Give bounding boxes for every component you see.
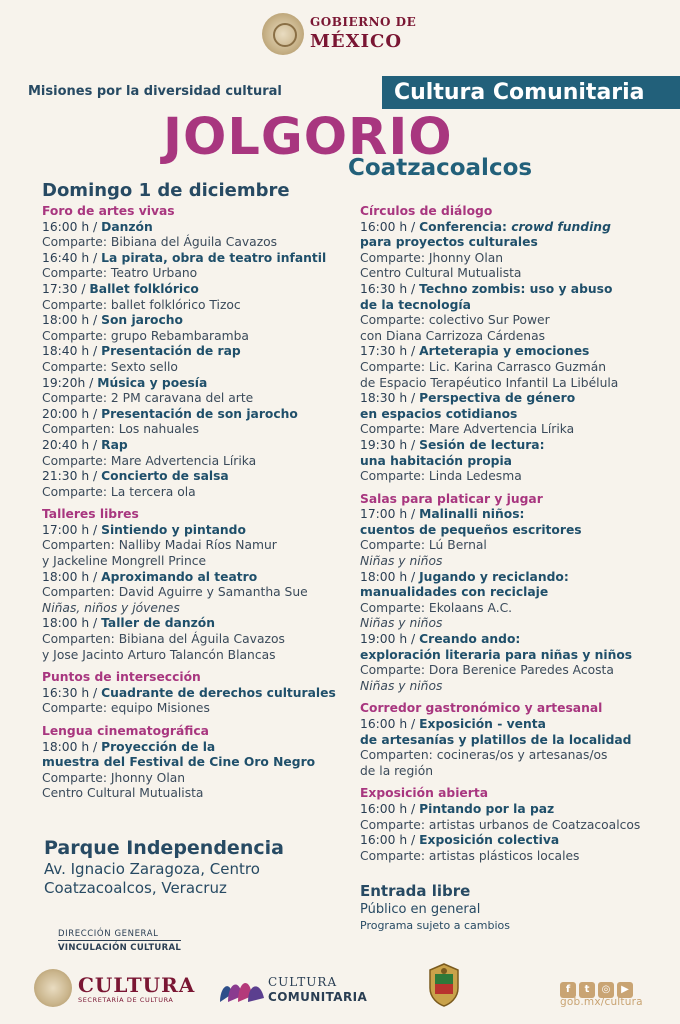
- vinculacion-cultural-label: VINCULACIÓN CULTURAL: [58, 940, 181, 953]
- event-time: 21:30 h /: [42, 469, 102, 484]
- event-title-continuation: [42, 755, 347, 771]
- schedule-entry: [360, 438, 660, 454]
- event-title: Sintiendo y pintando: [101, 522, 246, 537]
- event-title: en espacios cotidianos: [360, 406, 518, 421]
- cultura-comunitaria-banner: Cultura Comunitaria: [382, 76, 680, 109]
- event-time: 18:40 h /: [42, 344, 102, 359]
- event-title: cuentos de pequeños escritores: [360, 522, 582, 537]
- presenter-text: Comparte: Ekolaans A.C.: [360, 600, 513, 615]
- section-heading: Puntos de intersección: [42, 670, 201, 685]
- event-title: Techno zombis: uso y abuso: [419, 281, 613, 296]
- schedule-entry: [42, 523, 347, 539]
- event-title: Rap: [101, 437, 128, 452]
- presenter-text: Comparte: 2 PM caravana del arte: [42, 391, 254, 406]
- presenter-text: Comparte: ballet folklórico Tizoc: [42, 297, 241, 312]
- event-time: 16:00 h /: [42, 219, 102, 234]
- schedule-entry: [42, 570, 347, 586]
- presenter-text: de la región: [360, 763, 434, 778]
- presenter-line: [360, 376, 660, 392]
- event-title: Conferencia:: [419, 219, 512, 234]
- city-title: Coatzacoalcos: [348, 155, 533, 181]
- event-title-continuation: [360, 523, 660, 539]
- gobierno-label: GOBIERNO DE: [310, 15, 417, 29]
- schedule-entry: [42, 438, 347, 454]
- event-time: 19:20h /: [42, 375, 98, 390]
- schedule-entry: [360, 282, 660, 298]
- event-time: 16:00 h /: [360, 219, 420, 234]
- presenter-line: [42, 298, 347, 314]
- event-title-italic: crowd funding: [511, 219, 611, 234]
- presenter-text: Comparte: Lú Bernal: [360, 538, 487, 553]
- schedule-entry: [42, 344, 347, 360]
- event-title: La pirata, obra de teatro infantil: [101, 250, 327, 265]
- event-title: Pintando por la paz: [419, 801, 555, 816]
- event-title: Presentación de son jarocho: [101, 406, 298, 421]
- audience-text: Niñas, niños y jóvenes: [42, 600, 180, 615]
- event-title: Sesión de lectura:: [419, 437, 545, 452]
- cultura-comunitaria-line2: COMUNITARIA: [268, 990, 368, 1004]
- event-title-continuation: [360, 454, 660, 470]
- presenter-text: Comparten: Nalliby Madai Ríos Namur: [42, 538, 277, 553]
- presenter-line: [360, 251, 660, 267]
- presenter-line: [360, 469, 660, 485]
- presenter-line: [360, 313, 660, 329]
- facebook-icon[interactable]: f: [560, 982, 576, 998]
- schedule-entry: [42, 686, 347, 702]
- section-heading: Corredor gastronómico y artesanal: [360, 701, 603, 716]
- cultura-comunitaria-line1: CULTURA: [268, 975, 338, 989]
- event-title: Arteterapia y emociones: [419, 344, 590, 359]
- event-time: 20:40 h /: [42, 437, 102, 452]
- event-title: Ballet folklórico: [89, 281, 199, 296]
- event-title: manualidades con reciclaje: [360, 585, 549, 600]
- mexico-label: MÉXICO: [310, 31, 403, 52]
- presenter-line: [360, 601, 660, 617]
- schedule-entry: [360, 507, 660, 523]
- cultura-comunitaria-logo-icon: [218, 974, 266, 1004]
- audience-note: [42, 601, 347, 617]
- event-title: Exposición colectiva: [419, 833, 560, 848]
- presenter-text: Comparte: Bibiana del Águila Cavazos: [42, 235, 278, 250]
- event-title: para proyectos culturales: [360, 235, 538, 250]
- event-title: JOLGORIO: [163, 108, 453, 167]
- presenter-text: Comparte: artistas urbanos de Coatzacoalcos: [360, 817, 641, 832]
- schedule-entry: [360, 717, 660, 733]
- admission-title: Entrada libre: [360, 882, 471, 900]
- event-time: 18:00 h /: [42, 569, 102, 584]
- presenter-line: [42, 391, 347, 407]
- presenter-line: [42, 266, 347, 282]
- presenter-line: [360, 538, 660, 554]
- presenter-text: Comparte: grupo Rebambaramba: [42, 328, 249, 343]
- schedule-entry: [42, 282, 347, 298]
- event-title: Creando ando:: [419, 632, 521, 647]
- presenter-text: Comparte: equipo Misiones: [42, 701, 210, 716]
- event-title: Cuadrante de derechos culturales: [101, 685, 336, 700]
- venue-address-line2: Coatzacoalcos, Veracruz: [44, 879, 227, 897]
- schedule-entry: [42, 740, 347, 756]
- schedule-entry: [42, 313, 347, 329]
- event-time: 19:00 h /: [360, 632, 420, 647]
- event-title: Son jarocho: [101, 313, 183, 328]
- subtitle: Misiones por la diversidad cultural: [28, 84, 282, 99]
- venue-address-line1: Av. Ignacio Zaragoza, Centro: [44, 860, 260, 878]
- event-time: 18:00 h /: [42, 616, 102, 631]
- event-title: Aproximando al teatro: [101, 569, 258, 584]
- schedule-entry: [360, 344, 660, 360]
- event-title-continuation: [360, 298, 660, 314]
- presenter-text: Comparte: La tercera ola: [42, 484, 196, 499]
- event-time: 18:30 h /: [360, 391, 420, 406]
- presenter-text: y Jackeline Mongrell Prince: [42, 554, 207, 569]
- event-title: Perspectiva de género: [419, 391, 576, 406]
- presenter-text: Comparte: Jhonny Olan: [42, 770, 186, 785]
- schedule-entry: [360, 802, 660, 818]
- section-heading: Talleres libres: [42, 507, 139, 522]
- event-title: Música y poesía: [97, 375, 208, 390]
- presenter-text: Comparten: Los nahuales: [42, 422, 200, 437]
- event-title: exploración literaria para niñas y niños: [360, 647, 633, 662]
- presenter-text: Comparte: Mare Advertencia Lírika: [42, 453, 257, 468]
- presenter-text: de Espacio Terapéutico Infantil La Libélula: [360, 375, 619, 390]
- presenter-line: [42, 329, 347, 345]
- event-title-continuation: [360, 407, 660, 423]
- presenter-line: [360, 360, 660, 376]
- presenter-line: [42, 538, 347, 554]
- presenter-text: Comparte: Jhonny Olan: [360, 250, 504, 265]
- event-title: de la tecnología: [360, 297, 471, 312]
- cultura-emblem-icon: [34, 969, 72, 1007]
- event-title-continuation: [360, 733, 660, 749]
- event-time: 16:30 h /: [360, 281, 420, 296]
- presenter-line: [360, 266, 660, 282]
- event-title: Jugando y reciclando:: [419, 569, 569, 584]
- event-title: Exposición - venta: [419, 717, 546, 731]
- cultura-logo-text: CULTURA: [78, 973, 196, 997]
- presenter-line: [42, 454, 347, 470]
- veracruz-shield-icon: [424, 962, 464, 1008]
- event-time: 19:30 h /: [360, 437, 420, 452]
- event-time: 16:30 h /: [42, 685, 102, 700]
- admission-note: Programa sujeto a cambios: [360, 919, 510, 932]
- presenter-text: Comparte: artistas plásticos locales: [360, 848, 580, 863]
- event-title: Concierto de salsa: [101, 469, 229, 484]
- event-time: 16:00 h /: [360, 833, 420, 848]
- direccion-general-label: DIRECCIÓN GENERAL: [58, 929, 159, 939]
- section-heading: Círculos de diálogo: [360, 204, 493, 218]
- section-heading: Exposición abierta: [360, 786, 489, 801]
- presenter-line: [360, 422, 660, 438]
- presenter-text: Comparte: Mare Advertencia Lírika: [360, 422, 575, 437]
- event-title: Malinalli niños:: [419, 507, 525, 522]
- presenter-text: Comparten: cocineras/os y artesanas/os: [360, 748, 608, 763]
- presenter-line: [42, 235, 347, 251]
- section-heading: Lengua cinematográfica: [42, 724, 209, 738]
- presenter-text: y Jose Jacinto Arturo Talancón Blancas: [42, 647, 276, 662]
- program-left-column: [42, 204, 347, 802]
- presenter-text: Comparte: Dora Berenice Paredes Acosta: [360, 663, 614, 678]
- event-time: 18:00 h /: [42, 313, 102, 328]
- presenter-line: [360, 748, 660, 764]
- event-title: muestra del Festival de Cine Oro Negro: [42, 755, 316, 770]
- event-title: una habitación propia: [360, 453, 512, 468]
- event-title: Proyección de la: [101, 739, 216, 754]
- presenter-line: [42, 648, 347, 664]
- schedule-entry: [42, 616, 347, 632]
- presenter-line: [42, 585, 347, 601]
- event-time: 17:00 h /: [360, 507, 420, 522]
- event-title: de artesanías y platillos de la localidad: [360, 732, 632, 747]
- event-date: Domingo 1 de diciembre: [42, 180, 290, 201]
- event-title-continuation: [360, 648, 660, 664]
- presenter-text: Comparte: Lic. Karina Carrasco Guzmán: [360, 359, 607, 374]
- schedule-entry: [42, 376, 347, 392]
- event-title: Danzón: [101, 219, 153, 234]
- twitter-icon[interactable]: t: [579, 982, 595, 998]
- admission-audience: Público en general: [360, 902, 481, 917]
- secretaria-cultura-label: SECRETARÍA DE CULTURA: [78, 996, 174, 1004]
- presenter-line: [360, 764, 660, 780]
- presenter-line: [42, 632, 347, 648]
- audience-text: Niñas y niños: [360, 554, 443, 569]
- event-title: Taller de danzón: [101, 616, 215, 631]
- event-title-continuation: [360, 235, 660, 251]
- youtube-icon[interactable]: ▶: [617, 982, 633, 998]
- schedule-entry: [42, 220, 347, 236]
- schedule-entry: [42, 407, 347, 423]
- schedule-entry: [360, 632, 660, 648]
- presenter-line: [42, 771, 347, 787]
- presenter-line: [360, 663, 660, 679]
- presenter-line: [42, 422, 347, 438]
- section-heading: Foro de artes vivas: [42, 204, 175, 218]
- program-right-column: [360, 204, 660, 864]
- presenter-line: [360, 329, 660, 345]
- section-heading: Salas para platicar y jugar: [360, 491, 543, 506]
- schedule-entry: [360, 391, 660, 407]
- presenter-text: Centro Cultural Mutualista: [42, 786, 204, 801]
- presenter-text: Comparte: Sexto sello: [42, 359, 178, 374]
- presenter-line: [360, 818, 660, 834]
- presenter-line: [42, 701, 347, 717]
- social-icons: [560, 977, 636, 998]
- presenter-text: Comparte: Teatro Urbano: [42, 266, 198, 281]
- schedule-entry: [360, 220, 660, 236]
- presenter-text: Comparte: Linda Ledesma: [360, 469, 522, 484]
- presenter-text: Comparten: Bibiana del Águila Cavazos: [42, 632, 285, 647]
- presenter-text: Comparten: David Aguirre y Samantha Sue: [42, 585, 308, 600]
- event-time: 16:00 h /: [360, 801, 420, 816]
- schedule-entry: [42, 469, 347, 485]
- presenter-line: [360, 849, 660, 865]
- event-time: 20:00 h /: [42, 406, 102, 421]
- audience-note: [360, 679, 660, 695]
- presenter-text: con Diana Carrizoza Cárdenas: [360, 328, 546, 343]
- event-title: Presentación de rap: [101, 344, 241, 359]
- event-time: 18:00 h /: [360, 569, 420, 584]
- instagram-icon[interactable]: ◎: [598, 982, 614, 998]
- presenter-line: [42, 485, 347, 501]
- audience-text: Niñas y niños: [360, 616, 443, 631]
- event-time: 16:40 h /: [42, 250, 102, 265]
- website-link[interactable]: gob.mx/cultura: [560, 996, 643, 1008]
- audience-text: Niñas y niños: [360, 678, 443, 693]
- event-time: 17:30 /: [42, 281, 90, 296]
- event-time: 17:00 h /: [42, 522, 102, 537]
- audience-note: [360, 554, 660, 570]
- event-time: 17:30 h /: [360, 344, 420, 359]
- event-title-continuation: [360, 585, 660, 601]
- schedule-entry: [360, 570, 660, 586]
- presenter-text: Comparte: colectivo Sur Power: [360, 313, 550, 328]
- schedule-entry: [360, 833, 660, 849]
- gobierno-emblem-icon: [262, 13, 304, 55]
- audience-note: [360, 616, 660, 632]
- presenter-line: [42, 786, 347, 802]
- schedule-entry: [42, 251, 347, 267]
- venue-name: Parque Independencia: [44, 837, 284, 859]
- presenter-text: Centro Cultural Mutualista: [360, 266, 522, 281]
- event-time: 18:00 h /: [42, 739, 102, 754]
- presenter-line: [42, 360, 347, 376]
- presenter-line: [42, 554, 347, 570]
- event-time: 16:00 h /: [360, 717, 420, 731]
